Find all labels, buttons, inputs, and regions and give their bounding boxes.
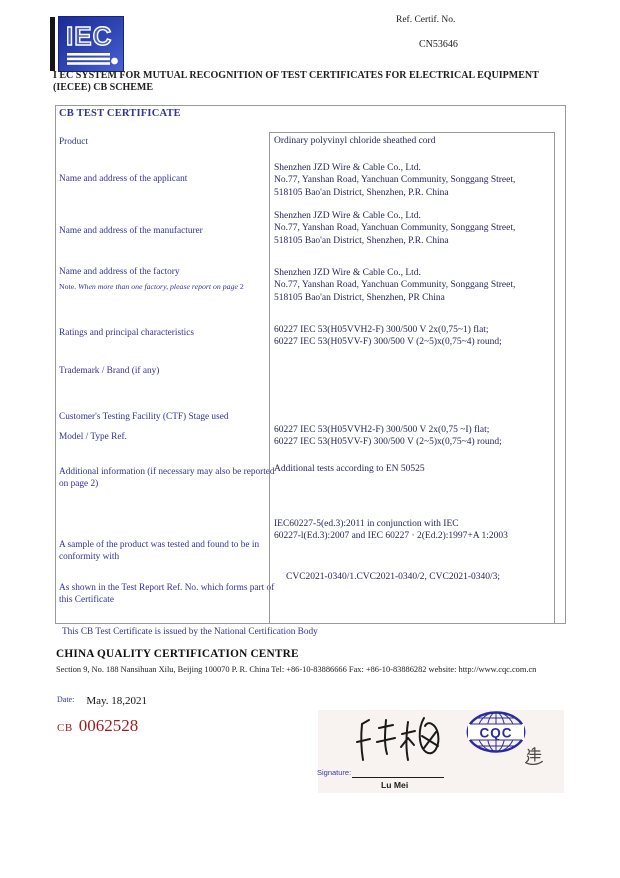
- field-value-product: Ordinary polyvinyl chloride sheathed cord: [274, 136, 436, 146]
- factory-note: [59, 281, 277, 293]
- field-label-product: Product: [59, 137, 88, 147]
- field-value-test-report: CVC2021-0340/1.CVC2021-0340/2, CVC2021-0340/3;: [286, 572, 501, 582]
- factory-note-italic: When more than one factory, please report on page: [78, 281, 238, 291]
- svg-text:IEC: IEC: [66, 21, 113, 51]
- field-value-ratings: 60227 IEC 53(H05VVH2-F) 300/500 V 2x(0,75~1) flat; 60227 IEC 53(H05VV-F) 300/500 V (2~5)x(0,75~4) round;: [274, 325, 502, 348]
- field-label-trademark: Trademark / Brand (if any): [59, 366, 160, 376]
- cqc-stamp-logo: [466, 711, 526, 753]
- field-label-manufacturer: Name and address of the manufacturer: [59, 226, 203, 236]
- signature-script: [352, 712, 448, 770]
- factory-note-prefix: Note.: [59, 281, 77, 291]
- signatory-name: Lu Mei: [381, 780, 409, 790]
- signature-label: Signature:: [317, 768, 352, 777]
- cb-certificate-number: [57, 716, 138, 736]
- field-label-ctf-stage: Customer's Testing Facility (CTF) Stage used: [59, 412, 229, 422]
- scheme-title: [53, 70, 568, 94]
- stamp-character: [524, 746, 544, 766]
- scheme-title-line2: (IECEE) CB SCHEME: [53, 82, 154, 93]
- field-label-ratings: Ratings and principal characteristics: [59, 328, 195, 338]
- field-value-additional: Additional tests according to EN 50525: [274, 464, 425, 474]
- date-value: May. 18,2021: [86, 695, 148, 707]
- factory-note-suffix: 2: [239, 281, 244, 291]
- iec-logo-bar: [50, 17, 55, 71]
- field-label-additional: Additional information (if necessary may also be reported on page 2): [59, 467, 275, 489]
- field-label-test-report: As shown in the Test Report Ref. No. which forms part of this Certificate: [59, 583, 275, 605]
- field-label-conformity: A sample of the product was tested and found to be in conformity with: [59, 540, 260, 562]
- cb-number: 0062528: [78, 716, 139, 735]
- iec-logo-mark: [59, 17, 123, 71]
- issued-by-note: This CB Test Certificate is issued by the National Certification Body: [62, 627, 318, 637]
- certificate-title: CB TEST CERTIFICATE: [59, 108, 181, 119]
- signature-line: [352, 777, 444, 778]
- date-label: Date:: [57, 695, 75, 704]
- field-value-manufacturer: Shenzhen JZD Wire & Cable Co., Ltd. No.77, Yanshan Road, Yanchuan Community, Songgang Street, 518105 Bao'an District, Shenzhen, P.R. China: [274, 211, 516, 246]
- cb-number-prefix: CB: [57, 722, 73, 734]
- factory-label-text: Name and address of the factory: [59, 267, 180, 277]
- ncb-name: CHINA QUALITY CERTIFICATION CENTRE: [56, 648, 299, 660]
- ref-certif-label: Ref. Certif. No.: [396, 15, 456, 25]
- certificate-box: [55, 105, 566, 624]
- field-label-model: Model / Type Ref.: [59, 432, 127, 442]
- values-box: [269, 132, 555, 624]
- field-label-factory: [59, 267, 277, 292]
- iec-logo: [50, 16, 126, 72]
- scheme-title-line1: I EC SYSTEM FOR MUTUAL RECOGNITION OF TEST CERTIFICATES FOR ELECTRICAL EQUIPMENT: [53, 70, 539, 81]
- field-value-applicant: Shenzhen JZD Wire & Cable Co., Ltd. No.77, Yanshan Road, Yanchuan Community, Songgang Street, 518105 Bao'an District, Shenzhen, P.R. China: [274, 163, 516, 198]
- cqc-stamp-text: CQC: [479, 725, 513, 741]
- iec-logo-square: [58, 16, 124, 72]
- date-row: [57, 691, 147, 709]
- field-value-factory: Shenzhen JZD Wire & Cable Co., Ltd. No.77, Yanshan Road, Yanchuan Community, Songgang Street, 518105 Bao'an District, Shenzhen, PR China: [274, 268, 516, 303]
- field-value-conformity: IEC60227-5(ed.3):2011 in conjunction with IEC 60227-l(Ed.3):2007 and IEC 60227 · 2(Ed.2):1997+A 1:2003: [274, 519, 508, 542]
- field-label-applicant: Name and address of the applicant: [59, 174, 188, 184]
- field-value-model: 60227 IEC 53(H05VVH2-F) 300/500 V 2x(0,75 ~I) flat; 60227 IEC 53(H05VV-F) 300/500 V (2~5)x(0,75~4) round;: [274, 425, 502, 448]
- ref-certif-number: CN53646: [419, 39, 458, 50]
- ncb-address: Section 9, No. 188 Nansihuan Xilu, Beijing 100070 P. R. China Tel: +86-10-83886666 Fax: +86-10-83886282 website: http://www.cqc.com.cn: [56, 665, 537, 674]
